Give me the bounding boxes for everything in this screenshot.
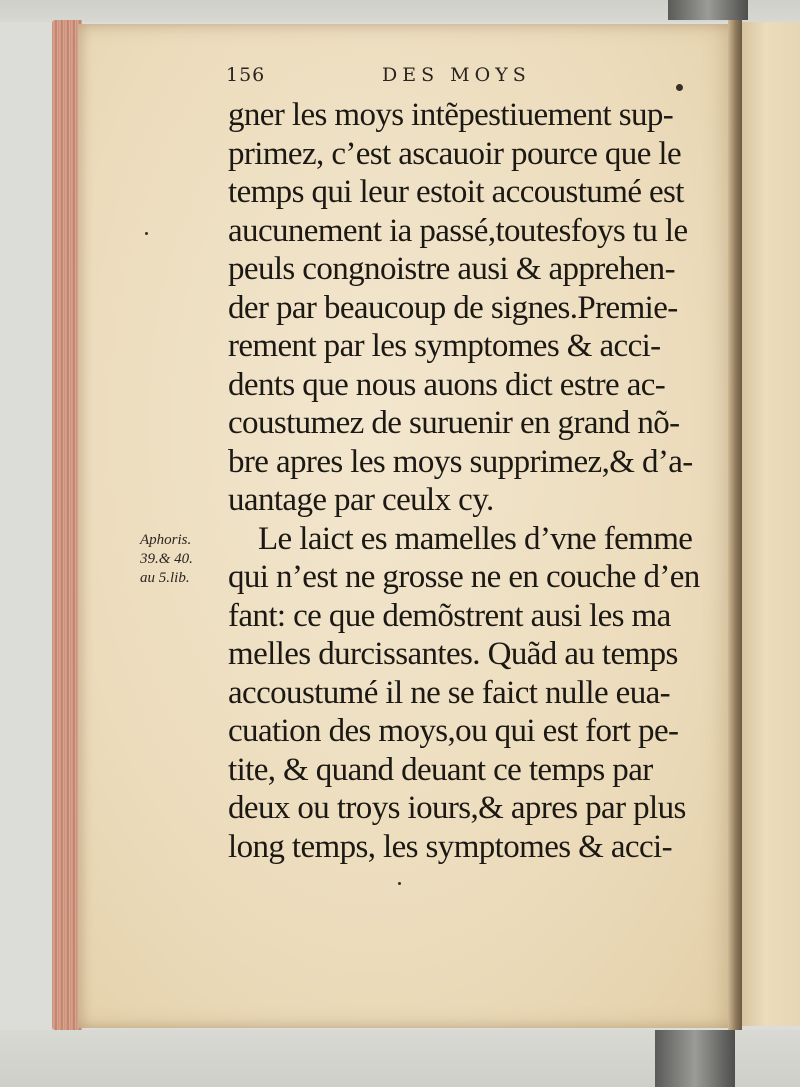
running-title: DES MOYS — [382, 64, 531, 86]
text-line: uantage par ceulx cy. — [228, 482, 494, 518]
text-line: accoustumé il ne se faict nulle eua- — [228, 674, 671, 711]
scan-clip-top — [668, 0, 748, 20]
paragraph-start-line: Le laict es mamelles d’vne femme — [258, 520, 693, 557]
text-line: rement par les symptomes & acci- — [228, 328, 661, 364]
marginal-note-line: au 5.lib. — [140, 570, 190, 586]
facing-page-edge — [742, 22, 800, 1026]
text-line: temps qui leur estoit accoustumé est — [228, 174, 684, 210]
marginal-note-line: 39.& 40. — [140, 551, 193, 567]
text-line: der par beaucoup de signes.Premie- — [228, 289, 678, 326]
ink-speck — [398, 882, 401, 885]
text-line: aucunement ia passé,toutesfoys tu le — [228, 212, 688, 249]
text-line: long temps, les symptomes & acci- — [228, 828, 672, 865]
text-line: fant: ce que demõstrent ausi les ma — [228, 597, 671, 634]
page-number: 156 — [226, 64, 266, 86]
ink-speck — [676, 84, 683, 91]
text-line: deux ou troys iours,& apres par plus — [228, 790, 686, 826]
text-line: primez, c’est ascauoir pource que le — [228, 135, 682, 172]
text-line: coustumez de suruenir en grand nõ- — [228, 405, 680, 441]
page-header — [226, 62, 666, 88]
ink-speck — [145, 232, 148, 235]
text-line: peuls congnoistre ausi & apprehen- — [228, 251, 675, 287]
text-line: melles durcissantes. Quãd au temps — [228, 636, 678, 672]
text-line: dents que nous auons dict estre ac- — [228, 366, 666, 403]
marginal-note-line: Aphoris. — [140, 532, 192, 548]
text-line: gner les moys intẽpestiuement sup- — [228, 97, 674, 133]
text-line: bre apres les moys supprimez,& d’a- — [228, 443, 693, 480]
book-gutter — [728, 20, 742, 1030]
text-line: tite, & quand deuant ce temps par — [228, 751, 653, 788]
marginal-note — [140, 531, 230, 588]
text-line: qui n’est ne grosse ne en couche d’en — [228, 559, 700, 595]
body-text — [228, 96, 700, 866]
scan-clip-bottom — [655, 1030, 735, 1087]
text-line: cuation des moys,ou qui est fort pe- — [228, 713, 679, 749]
